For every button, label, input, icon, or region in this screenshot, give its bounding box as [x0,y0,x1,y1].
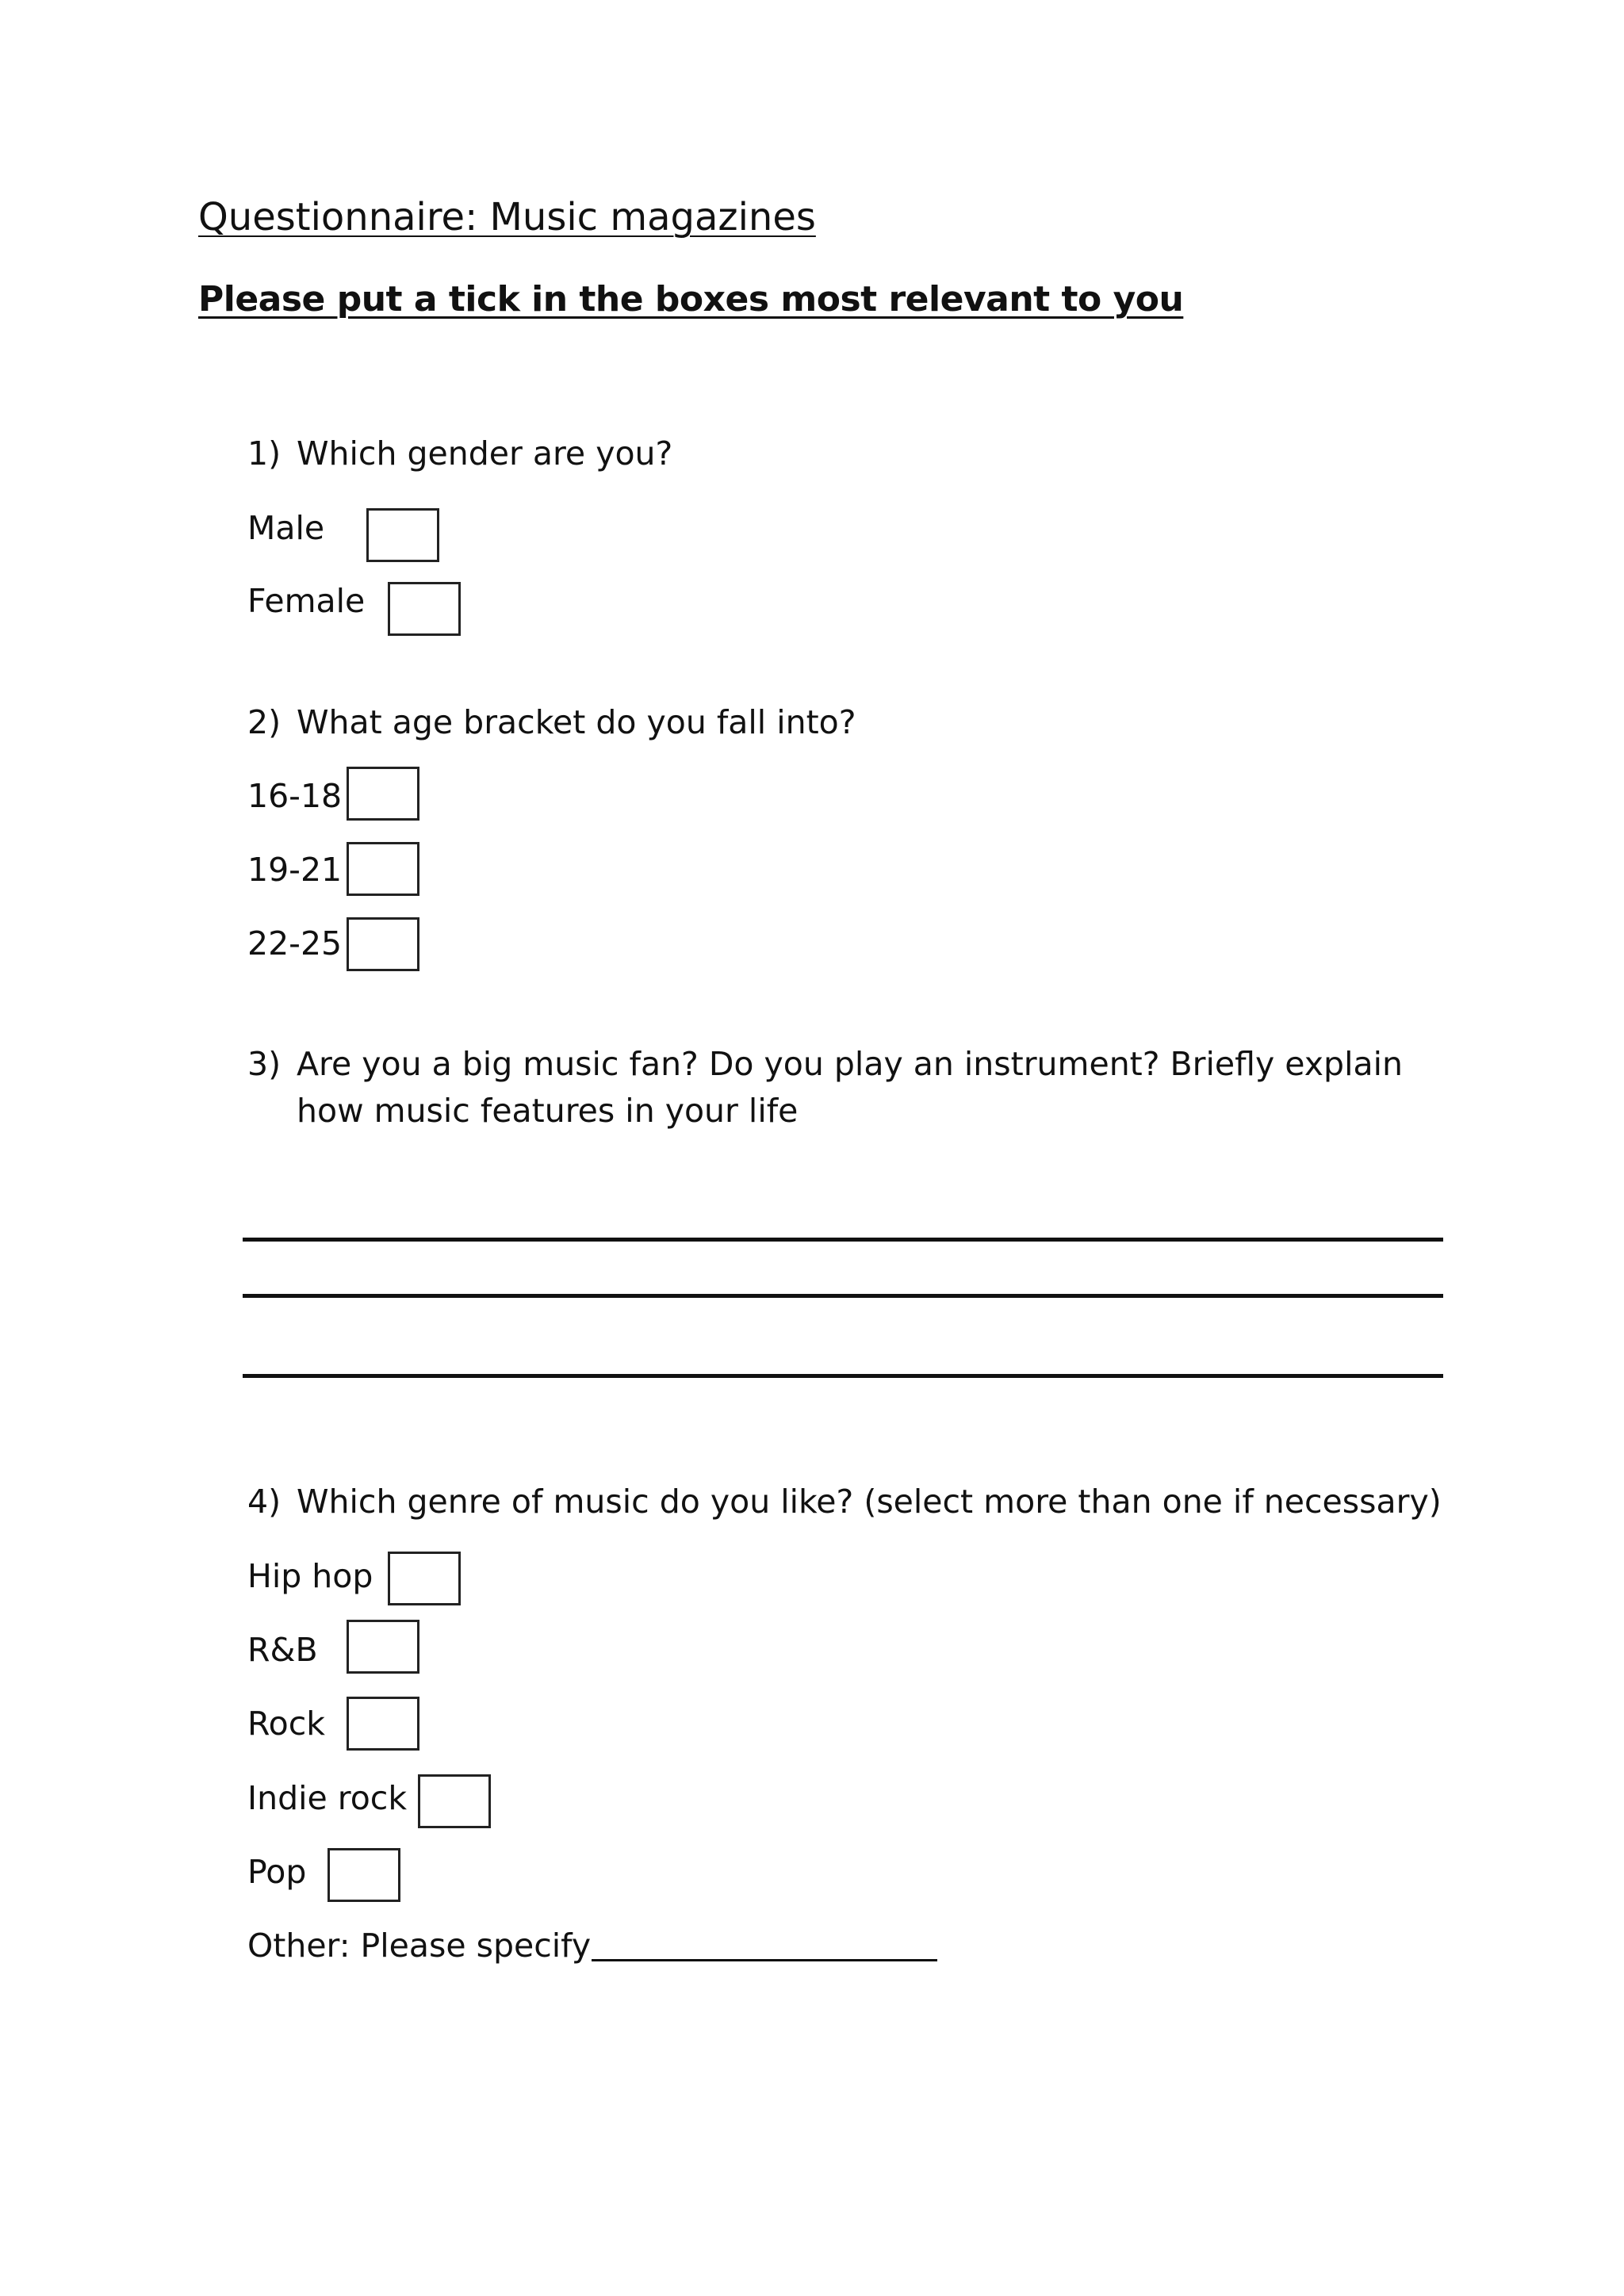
option-hip-hop-label: Hip hop [247,1557,373,1595]
option-pop-label: Pop [247,1853,307,1891]
pop-checkbox[interactable] [327,1848,400,1902]
question-1-number: 1) [247,434,282,473]
question-1-text: Which gender are you? [297,434,673,473]
option-16-18-label: 16-18 [247,777,343,815]
instruction-heading: Please put a tick in the boxes most relevant to you [198,279,1184,320]
hip-hop-checkbox[interactable] [388,1552,461,1605]
question-4-number: 4) [247,1483,282,1521]
answer-line-2[interactable] [243,1294,1443,1298]
answer-line-1[interactable] [243,1238,1443,1242]
male-checkbox[interactable] [366,508,439,562]
question-3-text-line2: how music features in your life [297,1092,799,1130]
question-3-text-line1: Are you a big music fan? Do you play an instrument? Briefly explain [297,1045,1403,1083]
option-female-label: Female [247,582,366,620]
option-19-21-label: 19-21 [247,851,343,889]
answer-line-3[interactable] [243,1374,1443,1378]
question-2 [247,703,856,741]
question-1 [247,434,672,473]
question-4-text: Which genre of music do you like? (select more than one if necessary) [297,1483,1442,1521]
question-3 [247,1045,1403,1083]
age-22-25-checkbox[interactable] [347,917,419,971]
age-16-18-checkbox[interactable] [347,767,419,821]
question-4 [247,1483,1442,1521]
rnb-checkbox[interactable] [347,1620,419,1674]
question-2-text: What age bracket do you fall into? [297,703,856,741]
rock-checkbox[interactable] [347,1697,419,1751]
question-3-number: 3) [247,1045,282,1083]
question-2-number: 2) [247,703,282,741]
other-specify-label: Other: Please specify [247,1927,592,1965]
option-indie-rock-label: Indie rock [247,1779,408,1817]
age-19-21-checkbox[interactable] [347,842,419,896]
female-checkbox[interactable] [388,582,461,636]
other-specify-line[interactable] [592,1959,937,1961]
option-rnb-label: R&B [247,1631,318,1669]
page-title: Questionnaire: Music magazines [198,195,816,239]
option-rock-label: Rock [247,1705,326,1743]
option-male-label: Male [247,509,325,547]
option-22-25-label: 22-25 [247,924,343,962]
indie-rock-checkbox[interactable] [418,1774,491,1828]
